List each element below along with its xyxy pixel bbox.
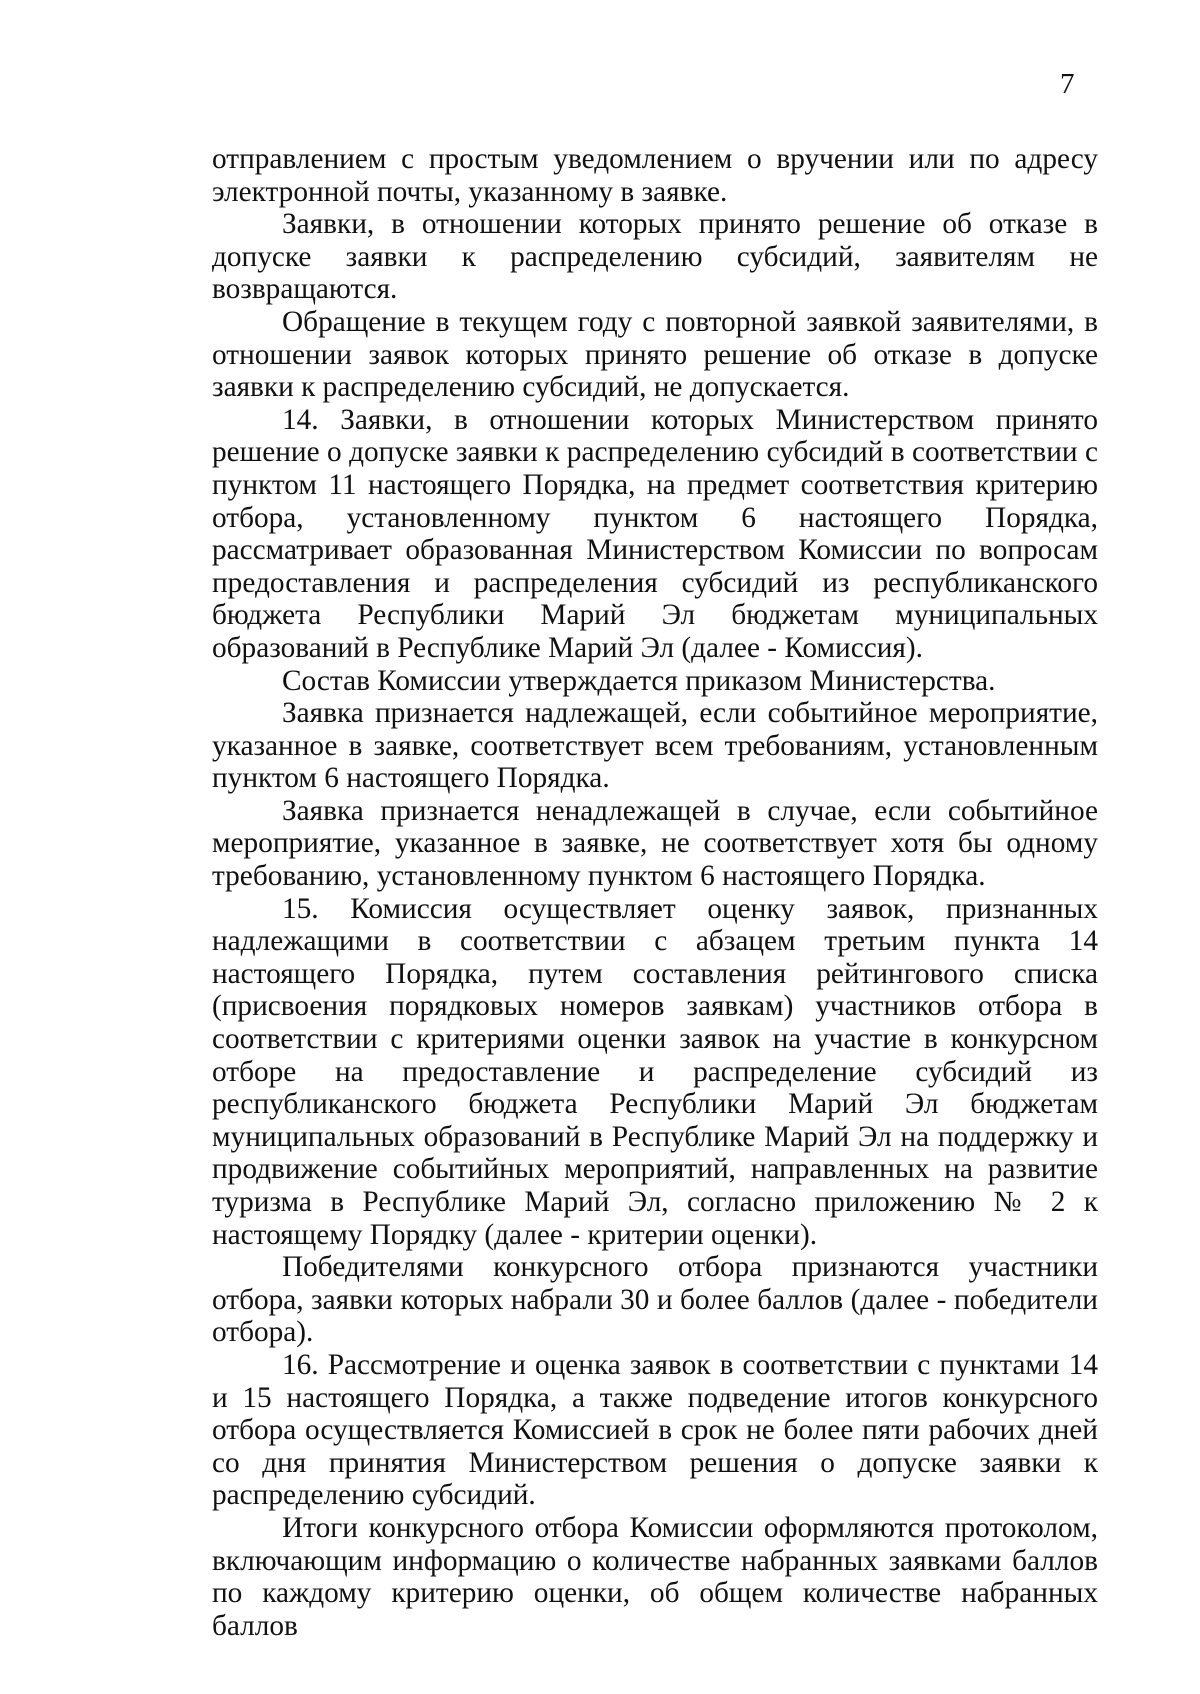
paragraph-item-16: 16. Рассмотрение и оценка заявок в соответствии с пунктами 14 и 15 настоящего Порядка, а также подведение итогов конкурсного отбора осуществляется Комиссией в срок не более пяти рабочих дней со дня принятия Министерством решения о допуске заявки к распределению субсидий.	[212, 1348, 1098, 1512]
paragraph-item-15: 15. Комиссия осуществляет оценку заявок, признанных надлежащими в соответствии с абзацем третьим пункта 14 настоящего Порядка, путем составления рейтингового списка (присвоения порядковых номеров заявкам) участников отбора в соответствии с критериями оценки заявок на участие в конкурсном отборе на предоставление и распределение субсидий из республиканского бюджета Республики Марий Эл бюджетам муниципальных образований в Республике Марий Эл на поддержку и продвижение событийных мероприятий, направленных на развитие туризма в Республике Марий Эл, согласно приложению № 2 к настоящему Порядку (далее - критерии оценки).	[212, 892, 1098, 1251]
paragraph-item-14: 14. Заявки, в отношении которых Министерством принято решение о допуске заявки к распределению субсидий в соответствии с пунктом 11 настоящего Порядка, на предмет соответствия критерию отбора, установленному пунктом 6 настоящего Порядка, рассматривает образованная Министерством Комиссии по вопросам предоставления и распределения субсидий из республиканского бюджета Республики Марий Эл бюджетам муниципальных образований в Республике Марий Эл (далее - Комиссия).	[212, 403, 1098, 664]
paragraph: Состав Комиссии утверждается приказом Министерства.	[282, 664, 996, 697]
document-body	[212, 143, 1098, 1642]
paragraph: отправлением с простым уведомлением о вручении или по адресу электронной почты, указанному в заявке.	[212, 143, 1098, 208]
paragraph: Победителями конкурсного отбора признаются участники отбора, заявки которых набрали 30 и более баллов (далее - победители отбора).	[212, 1251, 1098, 1349]
page-number: 7	[1060, 68, 1075, 100]
paragraph: Заявка признается надлежащей, если событийное мероприятие, указанное в заявке, соответствует всем требованиям, установленным пунктом 6 настоящего Порядка.	[212, 697, 1098, 795]
paragraph: Заявка признается ненадлежащей в случае, если событийное мероприятие, указанное в заявке, не соответствует хотя бы одному требованию, установленному пунктом 6 настоящего Порядка.	[212, 794, 1098, 893]
paragraph: Заявки, в отношении которых принято решение об отказе в допуске заявки к распределению субсидий, заявителям не возвращаются.	[212, 208, 1098, 306]
paragraph: Обращение в текущем году с повторной заявкой заявителями, в отношении заявок которых принято решение об отказе в допуске заявки к распределению субсидий, не допускается.	[212, 305, 1098, 404]
paragraph: Итоги конкурсного отбора Комиссии оформляются протоколом, включающим информацию о количестве набранных заявками баллов по каждому критерию оценки, об общем количестве набранных баллов	[212, 1511, 1098, 1642]
